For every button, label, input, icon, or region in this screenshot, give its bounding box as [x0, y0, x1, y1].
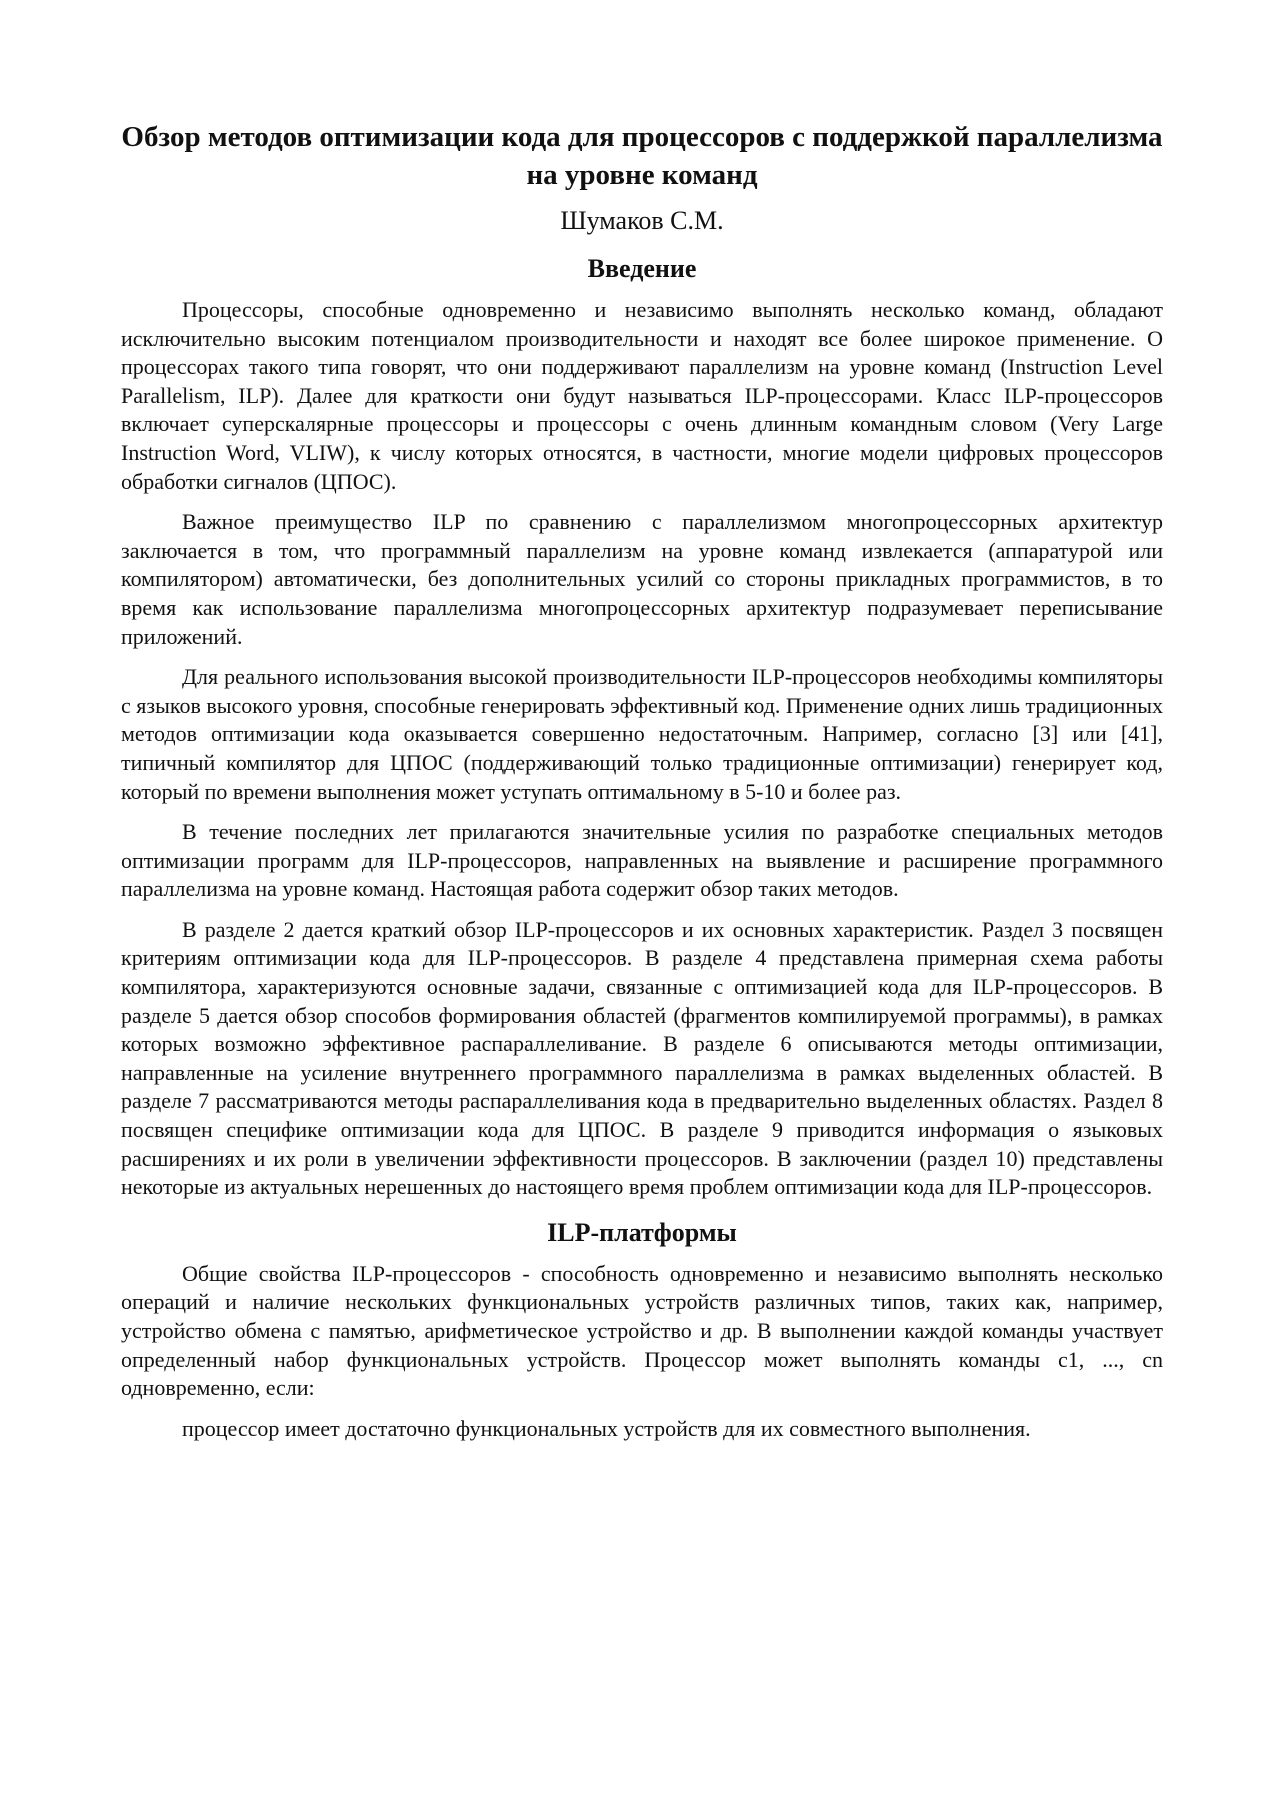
paragraph: В течение последних лет прилагаются значительные усилия по разработке специальных методов оптимизации программ для ILP-процессоров, направленных на выявление и расширение программного параллелизма на уровне команд. Настоящая работа содержит обзор таких методов. — [121, 819, 1163, 902]
section-ilp-platforms — [121, 1216, 1163, 1444]
section-heading: Введение — [587, 254, 697, 283]
paragraph: Важное преимущество ILP по сравнению с параллелизмом многопроцессорных архитектур заключается в том, что программный параллелизм на уровне команд извлекается (аппаратурой или компилятором) автоматически, без дополнительных усилий со стороны прикладных программистов, в то время как использование параллелизма многопроцессорных архитектур подразумевает переписывание приложений. — [121, 509, 1163, 649]
section-introduction — [121, 252, 1163, 1202]
paper-title: Обзор методов оптимизации кода для процессоров с поддержкой параллелизма на уровне команд — [121, 121, 1163, 191]
paragraph: В разделе 2 дается краткий обзор ILP-процессоров и их основных характеристик. Раздел 3 посвящен критериям оптимизации кода для ILP-процессоров. В разделе 4 представлена примерная схема работы компилятора, характеризуются основные задачи, связанные с оптимизацией кода для ILP-процессоров. В разделе 5 дается обзор способов формирования областей (фрагментов компилируемой программы), в рамках которых возможно эффективное распараллеливание. В разделе 6 описываются методы оптимизации, направленные на усиление внутреннего программного параллелизма в рамках выделенных областей. В разделе 7 рассматриваются методы распараллеливания кода в предварительно выделенных областях. Раздел 8 посвящен специфике оптимизации кода для ЦПОС. В разделе 9 приводится информация о языковых расширениях и их роли в увеличении эффективности процессоров. В заключении (раздел 10) представлены некоторые из актуальных нерешенных до настоящего время проблем оптимизации кода для ILP-процессоров. — [121, 916, 1163, 1200]
document-page — [121, 118, 1163, 1455]
paragraph: Процессоры, способные одновременно и независимо выполнять несколько команд, обладают исключительно высоким потенциалом производительности и находят все более широкое применение. О процессорах такого типа говорят, что они поддерживают параллелизм на уровне команд (Instruction Level Parallelism, ILP). Далее для краткости они будут называться ILP-процессорами. Класс ILP-процессоров включает суперскалярные процессоры и процессоры с очень длинным командным словом (Very Large Instruction Word, VLIW), к числу которых относятся, в частности, многие модели цифровых процессоров обработки сигналов (ЦПОС). — [121, 297, 1163, 494]
paragraph: Для реального использования высокой производительности ILP-процессоров необходимы компиляторы с языков высокого уровня, способные генерировать эффективный код. Применение одних лишь традиционных методов оптимизации кода оказывается совершенно недостаточным. Например, согласно [3] или [41], типичный компилятор для ЦПОС (поддерживающий только традиционные оптимизации) генерирует код, который по времени выполнения может уступать оптимальному в 5-10 и более раз. — [121, 664, 1163, 804]
paragraph: Общие свойства ILP-процессоров - способность одновременно и независимо выполнять несколько операций и наличие нескольких функциональных устройств различных типов, таких как, например, устройство обмена с памятью, арифметическое устройство и др. В выполнении каждой команды участвует определенный набор функциональных устройств. Процессор может выполнять команды c1, ..., cn одновременно, если: — [121, 1260, 1163, 1401]
paper-author: Шумаков С.М. — [560, 206, 724, 235]
paragraph: процессор имеет достаточно функциональных устройств для их совместного выполнения. — [182, 1415, 1031, 1441]
section-heading: ILP-платформы — [547, 1217, 737, 1247]
